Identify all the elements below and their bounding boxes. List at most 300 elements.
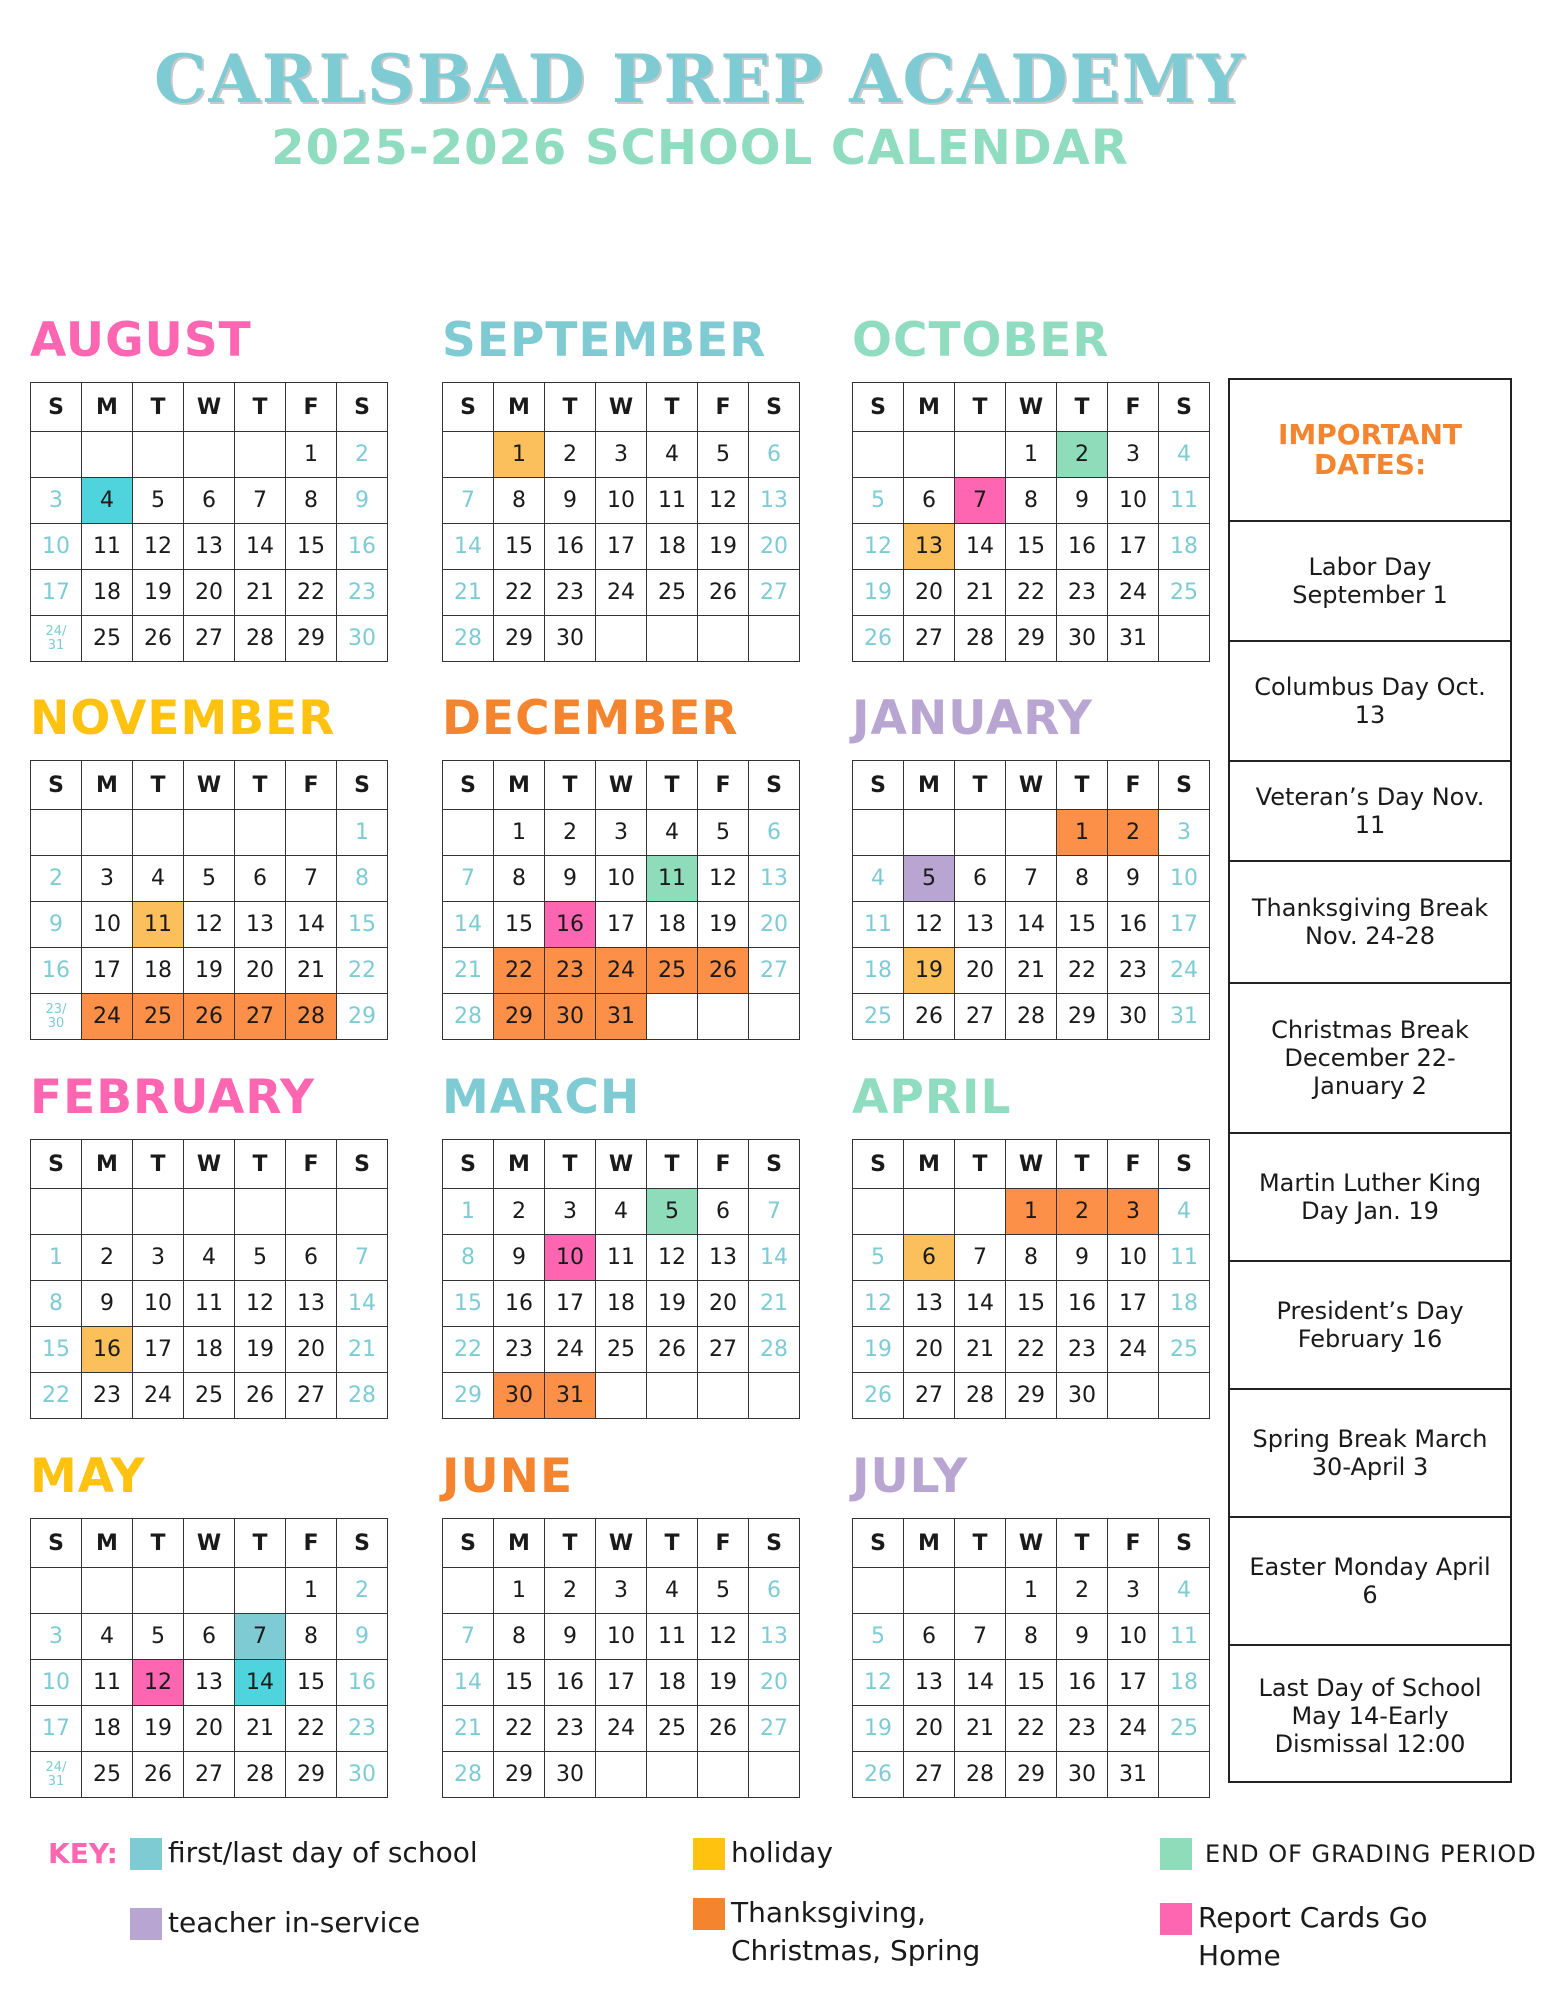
month-grid (30, 760, 388, 1040)
day-cell: 4 (1159, 1568, 1210, 1614)
day-cell: 20 (235, 948, 286, 994)
day-cell: 13 (904, 524, 955, 570)
day-cell (904, 810, 955, 856)
day-cell: 16 (545, 1660, 596, 1706)
day-cell: 28 (443, 616, 494, 662)
day-cell: 22 (1006, 570, 1057, 616)
day-cell: 20 (749, 524, 800, 570)
day-cell: 20 (749, 1660, 800, 1706)
day-cell: 16 (1108, 902, 1159, 948)
day-cell (596, 1373, 647, 1419)
day-cell: 23/ 30 (31, 994, 82, 1040)
day-cell: 30 (545, 616, 596, 662)
day-cell: 14 (443, 1660, 494, 1706)
weekday-header: S (853, 1519, 904, 1568)
weekday-header: F (698, 1140, 749, 1189)
weekday-header: T (133, 1140, 184, 1189)
day-cell: 3 (596, 810, 647, 856)
day-cell: 3 (1108, 1189, 1159, 1235)
day-cell: 22 (494, 570, 545, 616)
month-february (30, 1069, 390, 1419)
day-cell: 20 (955, 948, 1006, 994)
day-cell: 21 (955, 1327, 1006, 1373)
day-cell: 17 (1108, 1660, 1159, 1706)
holiday-swatch (693, 1838, 725, 1870)
day-cell: 22 (443, 1327, 494, 1373)
day-cell: 12 (853, 1660, 904, 1706)
key-teacher: teacher in-service (168, 1906, 421, 1939)
day-cell: 9 (1108, 856, 1159, 902)
day-cell: 4 (82, 1614, 133, 1660)
day-cell: 4 (82, 478, 133, 524)
day-cell: 10 (133, 1281, 184, 1327)
day-cell: 7 (955, 1614, 1006, 1660)
weekday-header: T (235, 1140, 286, 1189)
day-cell: 8 (1006, 478, 1057, 524)
day-cell: 9 (1057, 1235, 1108, 1281)
day-cell (749, 994, 800, 1040)
day-cell: 24 (596, 570, 647, 616)
day-cell (133, 810, 184, 856)
day-cell: 2 (545, 432, 596, 478)
day-cell: 30 (1057, 1752, 1108, 1798)
weekday-header: S (853, 383, 904, 432)
day-cell: 18 (82, 1706, 133, 1752)
weekday-header: S (1159, 383, 1210, 432)
month-grid (852, 760, 1210, 1040)
day-cell: 23 (337, 1706, 388, 1752)
day-cell: 23 (545, 1706, 596, 1752)
day-cell (904, 1568, 955, 1614)
day-cell: 23 (494, 1327, 545, 1373)
month-name: OCTOBER (852, 313, 1110, 368)
day-cell: 16 (494, 1281, 545, 1327)
day-cell (133, 432, 184, 478)
day-cell: 28 (337, 1373, 388, 1419)
day-cell: 4 (853, 856, 904, 902)
important-dates-panel (1228, 378, 1512, 1783)
day-cell (698, 616, 749, 662)
day-cell: 25 (647, 570, 698, 616)
day-cell (698, 1373, 749, 1419)
weekday-header: W (1006, 1519, 1057, 1568)
day-cell: 21 (1006, 948, 1057, 994)
weekday-header: M (904, 761, 955, 810)
day-cell: 4 (1159, 432, 1210, 478)
day-cell: 3 (31, 1614, 82, 1660)
weekday-header: M (904, 1519, 955, 1568)
day-cell: 18 (647, 902, 698, 948)
day-cell (955, 432, 1006, 478)
day-cell: 18 (1159, 1660, 1210, 1706)
day-cell: 10 (596, 1614, 647, 1660)
weekday-header: M (904, 1140, 955, 1189)
day-cell: 13 (286, 1281, 337, 1327)
day-cell (853, 432, 904, 478)
weekday-header: T (235, 761, 286, 810)
day-cell: 22 (337, 948, 388, 994)
day-cell: 17 (1159, 902, 1210, 948)
day-cell: 1 (1006, 432, 1057, 478)
day-cell: 3 (596, 1568, 647, 1614)
day-cell: 30 (337, 616, 388, 662)
day-cell (596, 1752, 647, 1798)
day-cell: 28 (235, 1752, 286, 1798)
day-cell: 9 (337, 478, 388, 524)
day-cell: 26 (133, 1752, 184, 1798)
month-june (442, 1448, 802, 1798)
day-cell: 23 (1057, 1706, 1108, 1752)
weekday-header: F (698, 1519, 749, 1568)
day-cell: 8 (1057, 856, 1108, 902)
day-cell: 6 (904, 478, 955, 524)
day-cell: 12 (853, 524, 904, 570)
day-cell: 26 (853, 1373, 904, 1419)
day-cell: 31 (596, 994, 647, 1040)
month-grid (442, 1518, 800, 1798)
day-cell: 9 (82, 1281, 133, 1327)
day-cell: 10 (596, 856, 647, 902)
day-cell: 27 (749, 570, 800, 616)
day-cell: 28 (955, 1373, 1006, 1419)
weekday-header: T (647, 1140, 698, 1189)
important-date-item: Veteran’s Day Nov. 11 (1230, 762, 1510, 862)
day-cell (235, 432, 286, 478)
weekday-header: T (235, 1519, 286, 1568)
weekday-header: M (494, 1519, 545, 1568)
day-cell: 22 (286, 570, 337, 616)
weekday-header: S (443, 1519, 494, 1568)
day-cell: 26 (698, 948, 749, 994)
day-cell: 13 (904, 1660, 955, 1706)
month-name: JUNE (442, 1449, 574, 1504)
day-cell: 22 (31, 1373, 82, 1419)
day-cell: 1 (1006, 1568, 1057, 1614)
weekday-header: F (1108, 1519, 1159, 1568)
day-cell: 2 (494, 1189, 545, 1235)
day-cell: 14 (955, 524, 1006, 570)
weekday-header: T (133, 383, 184, 432)
weekday-header: T (235, 383, 286, 432)
day-cell: 31 (1159, 994, 1210, 1040)
day-cell: 22 (1057, 948, 1108, 994)
day-cell: 12 (698, 856, 749, 902)
day-cell: 26 (184, 994, 235, 1040)
weekday-header: W (596, 383, 647, 432)
day-cell: 24 (1108, 570, 1159, 616)
day-cell: 27 (904, 1373, 955, 1419)
day-cell (853, 1568, 904, 1614)
day-cell: 24 (82, 994, 133, 1040)
day-cell: 21 (337, 1327, 388, 1373)
day-cell: 4 (1159, 1189, 1210, 1235)
weekday-header: T (955, 1140, 1006, 1189)
day-cell: 28 (955, 616, 1006, 662)
day-cell: 10 (545, 1235, 596, 1281)
day-cell (749, 616, 800, 662)
month-grid (30, 1518, 388, 1798)
day-cell: 16 (1057, 1281, 1108, 1327)
day-cell: 19 (184, 948, 235, 994)
day-cell: 1 (1006, 1189, 1057, 1235)
day-cell: 21 (235, 570, 286, 616)
month-july (852, 1448, 1212, 1798)
day-cell: 24 (596, 948, 647, 994)
month-november (30, 690, 390, 1040)
day-cell: 6 (904, 1614, 955, 1660)
day-cell: 7 (235, 478, 286, 524)
weekday-header: S (31, 1519, 82, 1568)
day-cell (82, 432, 133, 478)
day-cell: 13 (904, 1281, 955, 1327)
month-grid (442, 382, 800, 662)
day-cell: 15 (337, 902, 388, 948)
day-cell: 9 (337, 1614, 388, 1660)
day-cell (647, 994, 698, 1040)
day-cell: 24 (1108, 1706, 1159, 1752)
day-cell: 4 (647, 1568, 698, 1614)
day-cell: 13 (698, 1235, 749, 1281)
day-cell: 11 (647, 856, 698, 902)
day-cell: 25 (184, 1373, 235, 1419)
day-cell: 5 (904, 856, 955, 902)
day-cell: 2 (545, 1568, 596, 1614)
day-cell: 7 (286, 856, 337, 902)
day-cell: 29 (337, 994, 388, 1040)
day-cell: 6 (749, 1568, 800, 1614)
day-cell (31, 810, 82, 856)
day-cell: 15 (286, 1660, 337, 1706)
weekday-header: M (904, 383, 955, 432)
day-cell: 3 (1108, 1568, 1159, 1614)
day-cell (698, 994, 749, 1040)
day-cell: 27 (286, 1373, 337, 1419)
weekday-header: F (1108, 383, 1159, 432)
month-grid (852, 382, 1210, 662)
day-cell: 29 (443, 1373, 494, 1419)
day-cell (31, 1189, 82, 1235)
day-cell: 11 (1159, 1614, 1210, 1660)
day-cell: 10 (82, 902, 133, 948)
day-cell: 7 (337, 1235, 388, 1281)
day-cell: 24 (133, 1373, 184, 1419)
month-grid (442, 1139, 800, 1419)
weekday-header: T (545, 761, 596, 810)
day-cell: 14 (235, 1660, 286, 1706)
day-cell: 1 (286, 1568, 337, 1614)
day-cell: 1 (443, 1189, 494, 1235)
day-cell: 30 (1108, 994, 1159, 1040)
day-cell: 3 (133, 1235, 184, 1281)
day-cell (184, 1189, 235, 1235)
weekday-header: T (133, 761, 184, 810)
month-name: JANUARY (852, 691, 1093, 746)
day-cell: 16 (545, 524, 596, 570)
key-holiday: holiday (731, 1836, 833, 1869)
day-cell: 21 (235, 1706, 286, 1752)
day-cell: 17 (31, 1706, 82, 1752)
day-cell: 19 (853, 1706, 904, 1752)
day-cell: 20 (184, 1706, 235, 1752)
day-cell: 7 (1006, 856, 1057, 902)
month-december (442, 690, 802, 1040)
day-cell: 1 (337, 810, 388, 856)
day-cell: 14 (337, 1281, 388, 1327)
weekday-header: S (31, 383, 82, 432)
day-cell (955, 810, 1006, 856)
important-date-item: Columbus Day Oct. 13 (1230, 642, 1510, 762)
day-cell: 16 (1057, 524, 1108, 570)
month-name: AUGUST (30, 313, 252, 368)
weekday-header: S (31, 1140, 82, 1189)
day-cell: 28 (443, 994, 494, 1040)
month-name: SEPTEMBER (442, 313, 767, 368)
day-cell: 2 (31, 856, 82, 902)
day-cell: 14 (443, 524, 494, 570)
day-cell: 30 (545, 994, 596, 1040)
day-cell: 12 (647, 1235, 698, 1281)
day-cell: 6 (749, 810, 800, 856)
day-cell: 12 (904, 902, 955, 948)
day-cell: 11 (647, 478, 698, 524)
day-cell (955, 1568, 1006, 1614)
day-cell: 24 (1108, 1327, 1159, 1373)
day-cell: 30 (1057, 616, 1108, 662)
day-cell: 14 (235, 524, 286, 570)
weekday-header: M (82, 1140, 133, 1189)
day-cell: 24/ 31 (31, 1752, 82, 1798)
day-cell: 12 (184, 902, 235, 948)
day-cell: 12 (133, 524, 184, 570)
weekday-header: T (133, 1519, 184, 1568)
weekday-header: F (286, 761, 337, 810)
day-cell (82, 1189, 133, 1235)
weekday-header: W (1006, 761, 1057, 810)
weekday-header: M (82, 383, 133, 432)
important-dates-title: IMPORTANT DATES: (1230, 380, 1510, 522)
weekday-header: T (1057, 1140, 1108, 1189)
day-cell (31, 1568, 82, 1614)
weekday-header: F (286, 1519, 337, 1568)
day-cell: 25 (133, 994, 184, 1040)
day-cell: 29 (494, 994, 545, 1040)
day-cell: 25 (596, 1327, 647, 1373)
day-cell: 11 (82, 524, 133, 570)
day-cell: 13 (749, 478, 800, 524)
day-cell: 17 (545, 1281, 596, 1327)
day-cell (1159, 1752, 1210, 1798)
day-cell: 30 (1057, 1373, 1108, 1419)
day-cell: 8 (494, 478, 545, 524)
first-last-swatch (130, 1838, 162, 1870)
day-cell: 10 (1108, 1614, 1159, 1660)
weekday-header: T (647, 761, 698, 810)
weekday-header: S (749, 1140, 800, 1189)
weekday-header: T (545, 1140, 596, 1189)
day-cell: 31 (1108, 616, 1159, 662)
day-cell: 14 (749, 1235, 800, 1281)
day-cell: 26 (647, 1327, 698, 1373)
day-cell: 8 (494, 856, 545, 902)
day-cell: 18 (82, 570, 133, 616)
day-cell: 7 (443, 478, 494, 524)
day-cell: 5 (853, 1614, 904, 1660)
day-cell: 1 (494, 810, 545, 856)
day-cell: 23 (1108, 948, 1159, 994)
day-cell: 27 (184, 616, 235, 662)
day-cell: 2 (1108, 810, 1159, 856)
day-cell: 17 (596, 902, 647, 948)
day-cell: 5 (235, 1235, 286, 1281)
weekday-header: T (545, 383, 596, 432)
day-cell: 8 (443, 1235, 494, 1281)
important-date-item: President’s Day February 16 (1230, 1262, 1510, 1390)
day-cell: 16 (545, 902, 596, 948)
important-date-item: Thanksgiving Break Nov. 24-28 (1230, 862, 1510, 984)
weekday-header: S (337, 1140, 388, 1189)
day-cell: 27 (749, 948, 800, 994)
day-cell: 22 (494, 948, 545, 994)
day-cell (82, 1568, 133, 1614)
day-cell: 2 (545, 810, 596, 856)
day-cell: 15 (1006, 1660, 1057, 1706)
day-cell: 29 (1006, 1752, 1057, 1798)
day-cell: 15 (286, 524, 337, 570)
day-cell: 8 (286, 478, 337, 524)
day-cell: 4 (596, 1189, 647, 1235)
day-cell: 13 (749, 1614, 800, 1660)
weekday-header: M (494, 761, 545, 810)
month-name: MARCH (442, 1070, 641, 1125)
key-label: KEY: (48, 1837, 118, 1870)
day-cell: 21 (955, 1706, 1006, 1752)
month-grid (30, 382, 388, 662)
day-cell: 27 (235, 994, 286, 1040)
weekday-header: F (1108, 1140, 1159, 1189)
day-cell (133, 1189, 184, 1235)
day-cell: 21 (443, 570, 494, 616)
weekday-header: W (184, 383, 235, 432)
day-cell: 26 (133, 616, 184, 662)
day-cell: 16 (82, 1327, 133, 1373)
day-cell (184, 1568, 235, 1614)
day-cell: 29 (1006, 616, 1057, 662)
day-cell: 5 (853, 1235, 904, 1281)
weekday-header: F (698, 383, 749, 432)
day-cell: 26 (904, 994, 955, 1040)
weekday-header: T (647, 383, 698, 432)
day-cell: 21 (749, 1281, 800, 1327)
day-cell: 20 (286, 1327, 337, 1373)
day-cell: 18 (647, 524, 698, 570)
month-september (442, 312, 802, 662)
day-cell: 6 (698, 1189, 749, 1235)
day-cell: 16 (337, 524, 388, 570)
day-cell: 7 (955, 1235, 1006, 1281)
day-cell: 8 (1006, 1235, 1057, 1281)
day-cell: 1 (1057, 810, 1108, 856)
month-grid (442, 760, 800, 1040)
day-cell: 15 (1006, 524, 1057, 570)
day-cell: 20 (184, 570, 235, 616)
day-cell (235, 810, 286, 856)
day-cell: 17 (31, 570, 82, 616)
weekday-header: W (596, 1140, 647, 1189)
day-cell: 17 (1108, 1281, 1159, 1327)
day-cell: 11 (82, 1660, 133, 1706)
day-cell: 25 (647, 1706, 698, 1752)
day-cell: 18 (184, 1327, 235, 1373)
